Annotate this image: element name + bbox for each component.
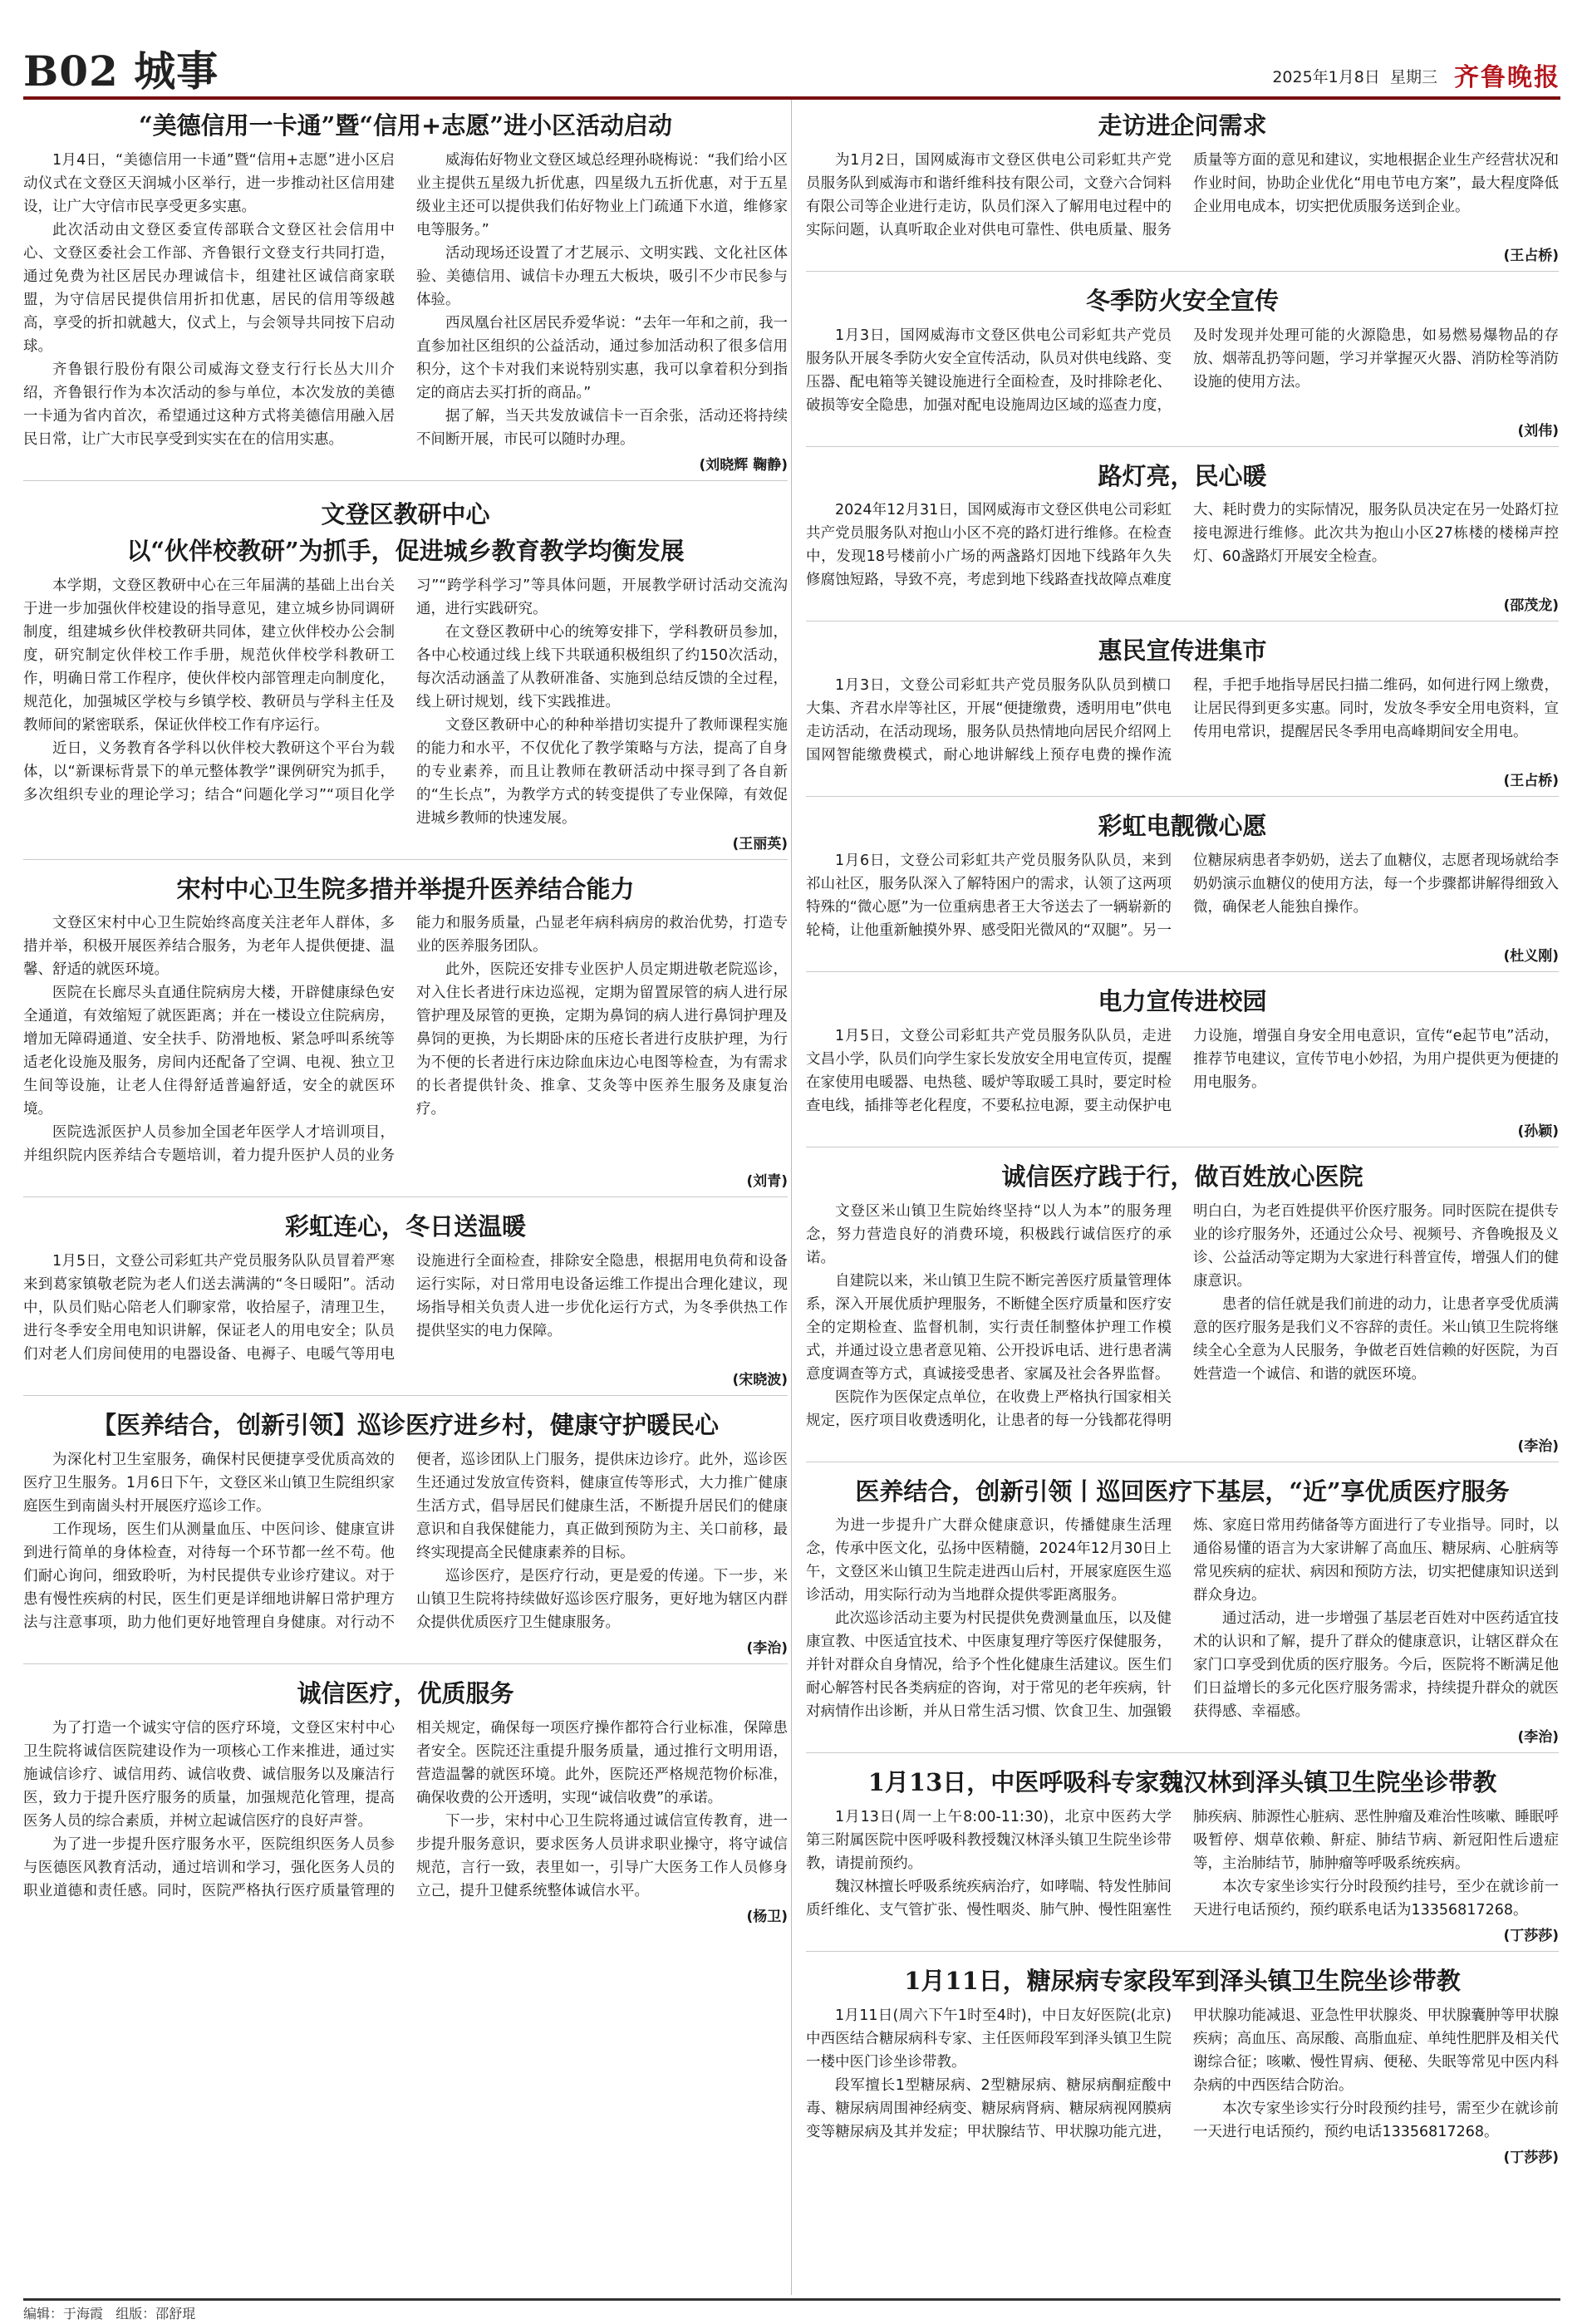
article-headline: 1月11日，糖尿病专家段军到泽头镇卫生院坐诊带教 — [904, 1967, 1461, 1996]
news-article — [23, 1401, 788, 1664]
article-paragraph: 下一步，宋村中心卫生院将通过诚信宣传教育，进一步提升服务意识，要求医务人员讲求职业操守，将守诚信规范，言行一致，表里如一，引导广大医务工作人员修身立己，提升卫健系统整体诚信水平。 — [416, 1812, 788, 1899]
article-byline: (孙颖) — [1517, 1123, 1559, 1140]
article-body — [806, 1200, 1559, 1432]
article-byline: (李治) — [746, 1639, 788, 1657]
section-name: 城事 — [134, 47, 219, 96]
article-byline: (杜义刚) — [1503, 947, 1559, 965]
news-article — [806, 977, 1559, 1147]
news-article — [806, 277, 1559, 447]
article-headline: 走访进企问需求 — [1098, 111, 1267, 140]
article-paragraph: 为了打造一个诚实守信的医疗环境，文登区宋村中心卫生院将诚信医院建设作为一项核心工作来推进，通过实施诚信诊疗、诚信用药、诚信收费、诚信服务以及廉洁行医，致力于提升医疗服务的质量，加强规范化管理，提高医务人员的综合素质，并树立起诚信医疗的良好声誉。 — [23, 1719, 395, 1830]
news-article — [806, 626, 1559, 797]
news-article — [806, 452, 1559, 622]
article-body — [806, 849, 1559, 942]
article-paragraph: 此外，医院还安排专业医护人员定期进敬老院巡诊，对入住长者进行床边巡视，定期为留置尿管的病人进行尿管护理及尿管的更换，定期为鼻饲的病人进行鼻饲护理及鼻饲的更换，为长期卧床的压疮长者进行皮肤护理，为行为不便的长者进行床边除血床边心电图等检查，为有需求的长者提供针灸、推拿、艾灸等中医养生服务及康复治疗。 — [416, 961, 788, 1118]
article-body — [23, 149, 788, 451]
article-body — [806, 324, 1559, 417]
newspaper-logo: 齐鲁晚报 — [1454, 63, 1560, 92]
article-byline: (宋晓波) — [732, 1372, 788, 1389]
news-article — [23, 101, 788, 481]
article-byline: (刘伟) — [1517, 422, 1559, 440]
article-headline: 路灯亮，民心暖 — [1098, 461, 1267, 490]
article-body — [806, 499, 1559, 592]
article-body — [23, 574, 788, 830]
designer-credit: 组版：邵舒琨 — [115, 2306, 196, 2322]
article-paragraph: 本次专家坐诊实行分时段预约挂号，需至少在就诊前一天进行电话预约，预约电话13356817268。 — [1193, 2100, 1559, 2140]
article-byline: (丁莎莎) — [1503, 2149, 1559, 2166]
article-paragraph: 文登区教研中心的种种举措切实提升了教师课程实施的能力和水平，不仅优化了教学策略与方法，提高了自身的专业素养，而且让教师在教研活动中探寻到了各自新的“生长点”，为教学方式的转变提供了专业保障，有效促进城乡教师的快速发展。 — [416, 716, 788, 827]
article-kicker: 文登区教研中心 — [321, 499, 490, 528]
article-paragraph: 为深化村卫生室服务，确保村民便捷享受优质高效的医疗卫生服务。1月6日下午，文登区米山镇卫生院组织家庭医生到南崮头村开展医疗巡诊工作。 — [23, 1451, 395, 1515]
page-header — [23, 38, 1560, 100]
article-paragraph: 1月3日，文登公司彩虹共产党员服务队队员到横口大集、齐君水岸等社区，开展“便捷缴费，透明用电”供电走访活动，在活动现场，服务队员热情地向居民介绍网上国网智能缴费模式，耐心地讲解线上预存电费的操作流程，手把手地指导居民扫描二维码，如何进行网上缴费，让居民得到更多实惠。同时，发放冬季安全用电资料，宣传用电常识，提醒居民冬季用电高峰期间安全用电。 — [806, 677, 1559, 764]
article-paragraph: 1月11日(周六下午1时至4时)，中日友好医院(北京)中西医结合糖尿病科专家、主任医师段军到泽头镇卫生院一楼中医门诊坐诊带教。 — [806, 2007, 1172, 2071]
article-paragraph: 在文登区教研中心的统筹安排下，学科教研员参加，各中心校通过线上线下共联通积极组织了约150次活动，每次活动涵盖了从教研准备、实施到总结反馈的全过程，线上研讨规划，线下实践推进。 — [416, 623, 788, 710]
article-paragraph: 医院作为医保定点单位，在收费上严格执行国家相关规定，医疗项目收费透明化，让患者的每一分钱都花得明明白白，为老百姓提供平价医疗服务。同时医院在提供专业的诊疗服务外，还通过公众号、视频号、齐鲁晚报及义诊、公益活动等定期为大家进行科普宣传，增强人们的健康意识。 — [806, 1202, 1559, 1429]
article-headline: 冬季防火安全宣传 — [1085, 286, 1279, 315]
article-paragraph: 巡诊医疗，是医疗行动，更是爱的传递。下一步，米山镇卫生院将持续做好巡诊医疗服务，更好地为辖区内群众提供优质医疗卫生健康服务。 — [416, 1567, 788, 1631]
article-body — [806, 149, 1559, 242]
editor-credit: 编辑：于海霞 — [23, 2306, 104, 2322]
article-byline: (王占桥) — [1503, 247, 1559, 264]
article-paragraph: 齐鲁银行股份有限公司威海文登支行行长丛大川介绍，齐鲁银行作为本次活动的参与单位，本次发放的美德一卡通为省内首次，希望通过这种方式将美德信用融入居民日常，让广大市民享受到实实在在的信用实惠。 — [23, 361, 395, 448]
issue-weekday: 星期三 — [1389, 68, 1437, 86]
article-paragraph: 医院在长廊尽头直通住院病房大楼，开辟健康绿色安全通道，有效缩短了就医距离；并在一楼设立住院病房，增加无障碍通道、安全扶手、防滑地板、紧急呼叫系统等适老化设施及服务，房间内还配备了空调、电视、独立卫生间等设施，让老人住得舒适普遍舒适，安全的就医环境。 — [23, 985, 395, 1118]
article-headline: 医养结合，创新引领丨巡回医疗下基层，“近”享优质医疗服务 — [855, 1476, 1510, 1506]
news-article — [806, 1957, 1559, 2173]
article-paragraph: 通过活动，进一步增强了基层老百姓对中医药适宜技术的认识和了解，提升了群众的健康意识，让辖区群众在家门口享受到优质的医疗服务。今后，医院将不断满足他们日益增长的多元化医疗服务需求，持续提升群众的就医获得感、幸福感。 — [1193, 1610, 1559, 1721]
article-byline: (刘青) — [746, 1173, 788, 1191]
news-article — [23, 1202, 788, 1396]
page-code: B02 — [23, 47, 119, 96]
article-paragraph: 1月3日，国网威海市文登区供电公司彩虹共产党员服务队开展冬季防火安全宣传活动，队员对供电线路、变压器、配电箱等关键设施进行全面检查，及时排除老化、破损等安全隐患，加强对配电设施周边区域的巡查力度，及时发现并处理可能的火源隐患，如易燃易爆物品的存放、烟蒂乱扔等问题，学习并掌握灭火器、消防栓等消防设施的使用方法。 — [806, 327, 1559, 414]
article-headline: 宋村中心卫生院多措并举提升医养结合能力 — [176, 874, 635, 903]
issue-date: 2025年1月8日 — [1272, 68, 1380, 86]
article-byline: (杨卫) — [746, 1908, 788, 1925]
right-column — [806, 101, 1559, 2178]
news-article — [806, 802, 1559, 972]
page-footer — [23, 2298, 1560, 2322]
article-paragraph: 1月13日(周一上午8:00-11:30)，北京中医药大学第三附属医院中医呼吸科教授魏汉林泽头镇卫生院坐诊带教，请提前预约。 — [806, 1809, 1172, 1873]
article-paragraph: 据了解，当天共发放诚信卡一百余张，活动还将持续不间断开展，市民可以随时办理。 — [416, 407, 788, 448]
article-paragraph: 近日，义务教育各学科以伙伴校大教研这个平台为载体，以“新课标背景下的单元整体教学”课例研究为抓手，多次组织专业的理论学习；结合“问题化学习”“项目化学习”“跨学科学习”等具体问题，开展教学研讨活动交流沟通，进行实践研究。 — [23, 577, 788, 803]
article-byline: (王占桥) — [1503, 773, 1559, 790]
article-paragraph: 为1月2日，国网威海市文登区供电公司彩虹共产党员服务队到威海市和谐纤维科技有限公司，文登六合饲料有限公司等企业进行走访，队员们深入了解用电过程中的实际问题，认真听取企业对供电可靠性、供电质量、服务质量等方面的意见和建议，实地根据企业生产经营状况和作业时间，协助企业优化“用电节电方案”，最大程度降低企业用电成本，切实把优质服务送到企业。 — [806, 151, 1559, 238]
article-headline: “美德信用一卡通”暨“信用+志愿”进小区活动启动 — [138, 111, 673, 140]
news-article — [806, 1152, 1559, 1462]
article-paragraph: 活动现场还设置了才艺展示、文明实践、文化社区体验、美德信用、诚信卡办理五大板块，吸引不少市民参与体验。 — [416, 244, 788, 308]
article-byline: (丁莎莎) — [1503, 1928, 1559, 1945]
article-paragraph: 医院选派医护人员参加全国老年医学人才培训项目，并组织院内医养结合专题培训，着力提升医护人员的业务能力和服务质量，凸显老年病科病房的救治优势，打造专业的医养服务团队。 — [23, 915, 788, 1165]
article-paragraph: 2024年12月31日，国网威海市文登区供电公司彩虹共产党员服务队对抱山小区不亮的路灯进行维修。在检查中，发现18号楼前小广场的两盏路灯因地下线路年久失修腐蚀短路，导致不亮，考虑到地下线路查找故障点难度大、耗时费力的实际情况，服务队员决定在另一处路灯拉接电源进行维修。此次共为抱山小区27栋楼的楼梯声控灯、60盏路灯开展安全检查。 — [806, 502, 1559, 589]
article-headline: 诚信医疗践于行，做百姓放心医院 — [1001, 1162, 1363, 1191]
article-paragraph: 1月6日，文登公司彩虹共产党员服务队队员，来到祁山社区，服务队深入了解特困户的需求，认领了这两项特殊的“微心愿”为一位重病患者王大爷送去了一辆崭新的轮椅，让他重新触摸外界、感受阳光微风的“双腿”。另一位糖尿病患者李奶奶，送去了血糖仪，志愿者现场就给李奶奶演示血糖仪的使用方法，每一个步骤都讲解得细致入微，确保老人能独自操作。 — [806, 852, 1559, 939]
article-headline: 电力宣传进校园 — [1098, 986, 1267, 1015]
article-body — [806, 1024, 1559, 1118]
article-byline: (李治) — [1517, 1729, 1559, 1747]
news-article — [806, 1758, 1559, 1952]
article-paragraph: 威海佑好物业文登区域总经理孙晓梅说：“我们给小区业主提供五星级九折优惠，四星级九五折优惠，对于五星级业主还可以提供我们佑好物业上门疏通下水道，维修家电等服务。” — [416, 151, 788, 238]
article-paragraph: 工作现场，医生们从测量血压、中医问诊、健康宣讲到进行简单的身体检查，对待每一个环节都一丝不苟。他们耐心询问，细致聆听，为村民提供专业诊疗建议。对于患有慢性疾病的村民，医生们更是详细地讲解日常护理方法与注意事项，助力他们更好地管理自身健康。对行动不便者，巡诊团队上门服务，提供床边诊疗。此外，巡诊医生还通过发放宣传资料，健康宣传等形式，大力推广健康生活方式，倡导居民们健康生活，不断提升居民们的健康意识和自我保健能力，真正做到预防为主、关口前移，最终实现提高全民健康素养的目标。 — [23, 1451, 788, 1631]
article-headline: 【医养结合，创新引领】巡诊医疗进乡村，健康守护暖民心 — [91, 1411, 719, 1440]
article-byline: (李治) — [1517, 1437, 1559, 1455]
article-paragraph: 此次巡诊活动主要为村民提供免费测量血压，以及健康宣教、中医适宜技术、中医康复理疗等医疗保健服务，并针对群众自身情况，给予个性化健康生活建议。医生们耐心解答村民各类病症的咨询，对于常见的老年疾病，针对病情作出诊断，并从日常生活习惯、饮食卫生、加强锻炼、家庭日常用药储备等方面进行了专业指导。同时，以通俗易懂的语言为大家讲解了高血压、糖尿病、心脏病等常见疾病的症状、病因和预防方法，切实把健康知识送到群众身边。 — [806, 1517, 1559, 1721]
article-headline: 彩虹电靓微心愿 — [1098, 812, 1267, 841]
article-paragraph: 自建院以来，米山镇卫生院不断完善医疗质量管理体系，深入开展优质护理服务，不断健全医疗质量和医疗安全的定期检查、监督机制，实行责任制整体护理工作模式，并通过设立患者意见箱、公开投诉电话、进行患者满意度调查等方式，真诚接受患者、家属及社会各界监督。 — [806, 1272, 1172, 1383]
article-paragraph: 本学期，文登区教研中心在三年届满的基础上出台关于进一步加强伙伴校建设的指导意见，建立城乡协同调研制度，组建城乡伙伴校教研共同体，建立伙伴校办公会制度，研究制定伙伴校工作手册，规范伙伴校学科教研工作，明确日常工作程序，使伙伴校内部管理走向制度化，规范化，加强城区学校与乡镇学校、教研员与学科主任及教师间的紧密联系，保证伙伴校工作有序运行。 — [23, 577, 395, 734]
article-headline: 惠民宣传进集市 — [1098, 636, 1267, 666]
news-article — [23, 1669, 788, 1932]
article-byline: (刘晓辉 鞠静) — [699, 456, 788, 474]
article-paragraph: 患者的信任就是我们前进的动力，让患者享受优质满意的医疗服务是我们义不容辞的责任。米山镇卫生院将继续全心全意为人民服务，争做老百姓信赖的好医院，为百姓营造一个诚信、和谐的就医环境。 — [1193, 1295, 1559, 1383]
article-paragraph: 1月5日，文登公司彩虹共产党员服务队队员冒着严寒来到葛家镇敬老院为老人们送去满满的“冬日暖阳”。活动中，队员们贴心陪老人们聊家常，收拾屋子，清理卫生，进行冬季安全用电知识讲解，保证老人的用电安全；队员们对老人们房间使用的电器设备、电褥子、电暖气等用电设施进行全面检查，排除安全隐患，根据用电负荷和设备运行实际，对日常用电设备运维工作提出合理化建议，现场指导相关负责人进一步优化运行方式，为冬季供热工作提供坚实的电力保障。 — [23, 1253, 788, 1363]
news-article — [23, 865, 788, 1198]
article-paragraph: 此次活动由文登区委宣传部联合文登区社会信用中心、文登区委社会工作部、齐鲁银行文登支行共同打造，通过免费为社区居民办理诚信卡，组建社区诚信商家联盟，为守信居民提供信用折扣优惠，居民的信用等级越高，享受的折扣就越大，仪式上，与会领导共同按下启动球。 — [23, 221, 395, 355]
article-paragraph: 本次专家坐诊实行分时段预约挂号，至少在就诊前一天进行电话预约，预约联系电话为13356817268。 — [1193, 1879, 1559, 1919]
article-headline: 诚信医疗，优质服务 — [297, 1678, 514, 1707]
article-body — [23, 1250, 788, 1366]
header-meta — [1272, 57, 1560, 93]
news-article — [806, 1467, 1559, 1754]
article-headline: 1月13日，中医呼吸科专家魏汉林到泽头镇卫生院坐诊带教 — [867, 1768, 1497, 1797]
article-paragraph: 西凤凰台社区居民乔爱华说：“去年一年和之前，我一直参加社区组织的公益活动，通过参加活动积了很多信用积分，这个卡对我们来说特别实惠，我可以拿着积分到指定的商店去买打折的商品。” — [416, 314, 788, 401]
news-article — [806, 101, 1559, 272]
article-byline: (邵茂龙) — [1503, 597, 1559, 615]
article-headline: 以“伙伴校教研”为抓手，促进城乡教育教学均衡发展 — [126, 536, 685, 565]
article-body — [806, 2004, 1559, 2144]
article-paragraph: 为进一步提升广大群众健康意识，传播健康生活理念，传承中医文化，弘扬中医精髓，2024年12月30日上午，文登区米山镇卫生院走进西山后村，开展家庭医生巡诊活动，用实际行动为当地群众提供零距离服务。 — [806, 1517, 1172, 1604]
news-article — [23, 486, 788, 860]
article-paragraph: 为了进一步提升医疗服务水平，医院组织医务人员参与医德医风教育活动，通过培训和学习，强化医务人员的职业道德和责任感。同时，医院严格执行医疗质量管理的相关规定，确保每一项医疗操作都符合行业标准，保障患者安全。医院还注重提升服务质量，通过推行文明用语，营造温馨的就医环境。此外，医院还严格规范物价标准，确保收费的公开透明，实现“诚信收费”的承诺。 — [23, 1719, 788, 1899]
article-body — [23, 911, 788, 1167]
article-paragraph: 1月5日，文登公司彩虹共产党员服务队队员，走进文昌小学，队员们向学生家长发放安全用电宣传页，提醒在家使用电暖器、电热毯、暖炉等取暖工具时，要定时检查电线，插排等老化程度，不要私拉电源，要主动保护电力设施，增强自身安全用电意识，宣传“e起节电”活动，推荐节电建议，宣传节电小妙招，为用户提供更为便捷的用电服务。 — [806, 1027, 1559, 1114]
article-paragraph: 文登区宋村中心卫生院始终高度关注老年人群体，多措并举，积极开展医养结合服务，为老年人提供便捷、温馨、舒适的就医环境。 — [23, 915, 395, 979]
article-body — [806, 1806, 1559, 1922]
column-divider — [791, 100, 792, 2295]
page-section-label — [23, 38, 219, 98]
article-body — [806, 1514, 1559, 1723]
article-paragraph: 魏汉林擅长呼吸系统疾病治疗，如哮喘、特发性肺间质纤维化、支气管扩张、慢性咽炎、肺气肿、慢性阻塞性肺疾病、肺源性心脏病、恶性肿瘤及难治性咳嗽、睡眠呼吸暂停、烟草依赖、鼾症、肺结节病、新冠阳性后遗症等，主治肺结节，肺肿瘤等呼吸系统疾病。 — [806, 1809, 1559, 1919]
article-body — [23, 1717, 788, 1903]
article-body — [806, 674, 1559, 767]
left-column — [23, 101, 788, 1937]
article-paragraph: 段军擅长1型糖尿病、2型糖尿病、糖尿病酮症酸中毒、糖尿病周围神经病变、糖尿病肾病、糖尿病视网膜病变等糖尿病及其并发症；甲状腺结节、甲状腺功能亢进，甲状腺功能减退、亚急性甲状腺炎、甲状腺囊肿等甲状腺疾病；高血压、高尿酸、高脂血症、单纯性肥胖及相关代谢综合征；咳嗽、慢性胃病、便秘、失眠等常见中医内科杂病的中西医结合防治。 — [806, 2007, 1559, 2140]
article-paragraph: 文登区米山镇卫生院始终坚持“以人为本”的服务理念，努力营造良好的消费环境，积极践行诚信医疗的承诺。 — [806, 1202, 1172, 1266]
article-byline: (王丽英) — [732, 835, 788, 852]
article-body — [23, 1448, 788, 1634]
article-paragraph: 1月4日，“美德信用一卡通”暨“信用+志愿”进小区启动仪式在文登区天润城小区举行，进一步推动社区信用建设，让广大守信市民享受更多实惠。 — [23, 151, 395, 215]
article-headline: 彩虹连心，冬日送温暖 — [284, 1212, 526, 1241]
